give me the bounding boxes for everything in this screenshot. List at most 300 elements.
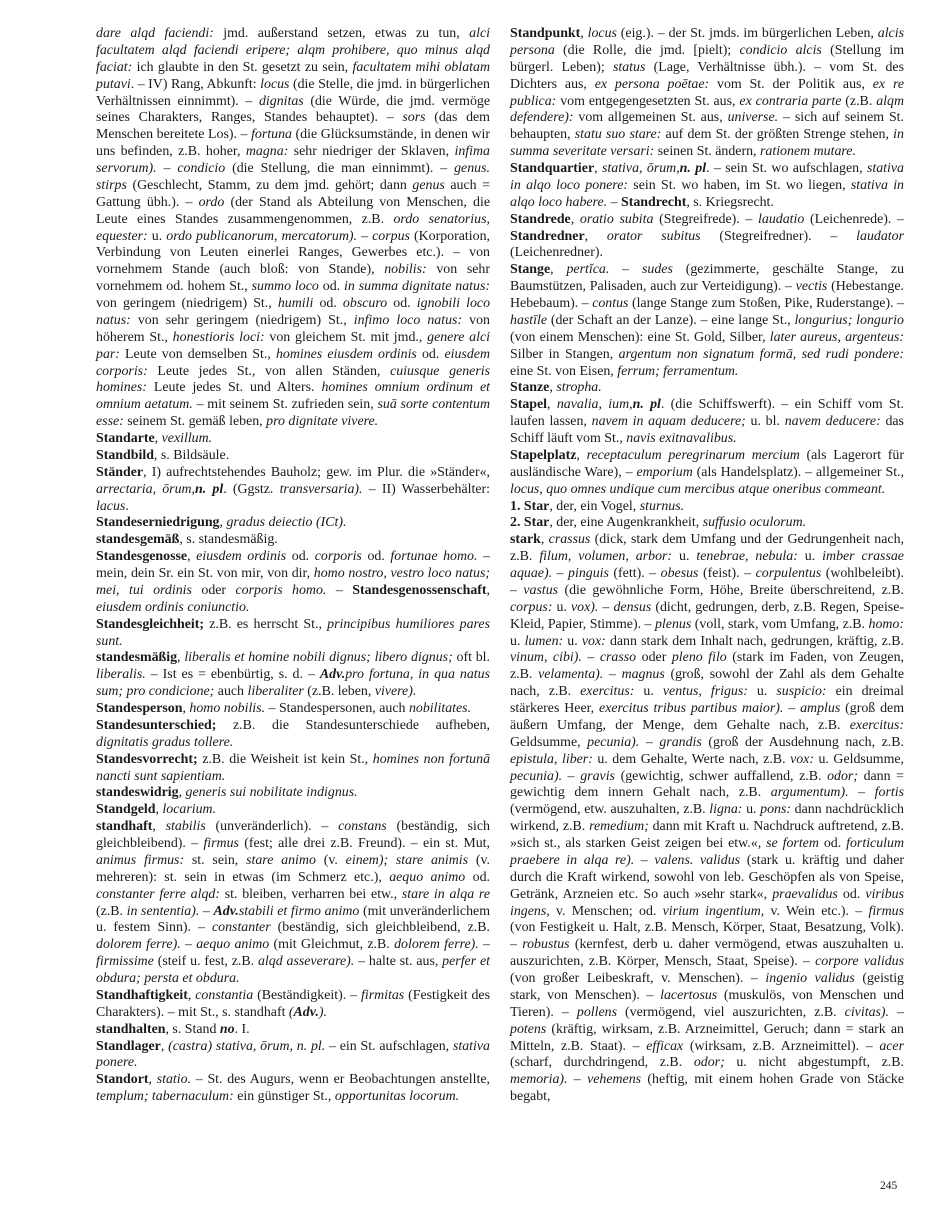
latin-equivalent: dignitas bbox=[258, 93, 304, 109]
definition-text: dann stark dem Inhalt nach, gedrungen, kräftig, z.B. bbox=[605, 633, 904, 649]
latin-equivalent: dare alqd faciendi: bbox=[96, 26, 214, 41]
definition-text: (gezimmerte, geschälte Stange, zu Baumstützen, Palisaden, auch zur Verteidigung). – bbox=[510, 262, 905, 295]
latin-equivalent: valens. validus bbox=[654, 852, 741, 868]
latin-equivalent: efficax bbox=[646, 1038, 684, 1054]
definition-text: (z.B. bbox=[96, 903, 127, 919]
latin-equivalent: argentum non signatum formā, sed rudi pondere: bbox=[618, 346, 904, 362]
grammar-label: Adv. bbox=[213, 903, 239, 919]
definition-text: , bbox=[576, 447, 587, 463]
latin-equivalent: humili bbox=[277, 296, 314, 311]
definition-text: (z.B. leben, bbox=[303, 684, 375, 700]
latin-equivalent: suspicio: bbox=[776, 684, 827, 700]
definition-text: , bbox=[549, 380, 557, 396]
definition-text: das Schiff läuft vom St., bbox=[510, 414, 904, 446]
definition-text: jmd. außerstand setzen, etwas zu tun, bbox=[213, 26, 470, 41]
latin-equivalent: crasso bbox=[599, 650, 637, 666]
latin-equivalent: stativa ponere. bbox=[96, 1038, 490, 1071]
dictionary-entry bbox=[96, 532, 490, 549]
definition-text: , bbox=[160, 1038, 169, 1054]
latin-equivalent: genus. stirps bbox=[96, 161, 490, 193]
definition-text: (mit unveränderlichem u. festem Sinn). – bbox=[96, 903, 490, 936]
latin-equivalent: praevalidus bbox=[772, 886, 838, 902]
latin-equivalent: corporis homo. bbox=[235, 582, 327, 598]
definition-text: (dick, stark dem Umfang und der Gedrungenheit nach, z.B. bbox=[510, 532, 904, 565]
definition-text: Geldsumme, bbox=[510, 734, 588, 750]
definition-text: , bbox=[152, 819, 166, 835]
latin-equivalent: navalia, ium, bbox=[556, 397, 633, 413]
definition-text: – bbox=[607, 194, 621, 210]
latin-equivalent: civitas). bbox=[844, 1004, 890, 1020]
latin-equivalent: pleno filo bbox=[671, 650, 727, 666]
definition-text: , bbox=[187, 987, 196, 1003]
definition-text: (als Handelsplatz). – allgemeiner St., bbox=[692, 464, 904, 480]
latin-equivalent: viribus ingens, bbox=[510, 886, 904, 919]
definition-text: (steif u. fest, z.B. bbox=[153, 954, 258, 970]
definition-text: , bbox=[486, 582, 491, 598]
latin-equivalent: vehemens bbox=[587, 1072, 642, 1088]
definition-text: oder bbox=[636, 650, 672, 666]
headword: standhalten bbox=[96, 1021, 166, 1037]
definition-text: (wohlbeleibt). – bbox=[510, 566, 905, 598]
latin-equivalent: suā sorte contentum esse: bbox=[96, 397, 490, 430]
latin-equivalent: ferrum; ferramentum. bbox=[617, 363, 739, 379]
definition-text: oft bl. bbox=[452, 650, 490, 666]
definition-text: , s. standesmäßig. bbox=[179, 532, 278, 548]
latin-equivalent: fortuna bbox=[251, 127, 292, 143]
latin-equivalent: locus bbox=[260, 76, 290, 92]
dictionary-entry bbox=[96, 448, 490, 465]
latin-equivalent: ventus, frigus: bbox=[662, 684, 748, 700]
latin-equivalent: status bbox=[612, 59, 646, 75]
latin-equivalent: vox: bbox=[581, 633, 606, 649]
dictionary-entry bbox=[510, 499, 904, 516]
definition-text: (beständig, sich gleichbleibend, z.B. bbox=[270, 920, 490, 936]
definition-text: , bbox=[580, 26, 588, 41]
definition-text: sehr niedriger der Sklaven, bbox=[288, 144, 455, 160]
definition-text: (Stegreifredner). – bbox=[700, 228, 857, 244]
definition-text: (mit Gleichmut, z.B. bbox=[269, 937, 395, 953]
definition-text: auf dem St. der größten Strenge stehen, bbox=[661, 127, 894, 143]
latin-equivalent: eiusdem ordinis coniunctio. bbox=[96, 599, 250, 615]
latin-equivalent: sors bbox=[402, 110, 426, 126]
latin-equivalent: stabilis bbox=[165, 819, 206, 835]
dictionary-entry bbox=[510, 262, 904, 380]
latin-equivalent: epistula, liber: bbox=[510, 751, 593, 767]
latin-equivalent: remedium; bbox=[589, 819, 649, 835]
latin-equivalent: amplus bbox=[800, 701, 841, 716]
definition-text: (Stegreifrede). – bbox=[653, 211, 759, 227]
definition-text: , bbox=[187, 549, 197, 565]
latin-equivalent: navem deducere: bbox=[784, 414, 881, 430]
latin-equivalent: condicio alcis bbox=[739, 42, 822, 58]
definition-text: – bbox=[180, 937, 197, 953]
latin-equivalent: homo: bbox=[868, 616, 904, 632]
definition-text bbox=[388, 853, 396, 868]
definition-text: – bbox=[562, 768, 581, 784]
latin-equivalent: robustus bbox=[522, 937, 570, 953]
latin-equivalent: pecunia). bbox=[587, 734, 640, 750]
latin-equivalent: lacertosus bbox=[660, 987, 718, 1003]
definition-text: , I) aufrechtstehendes Bauholz; gew. im Plur. die »Ständer«, bbox=[143, 464, 490, 480]
definition-text: , s. Kriegsrecht. bbox=[686, 194, 774, 210]
definition-text: (Leichenrede). – bbox=[804, 211, 904, 227]
definition-text: . bbox=[125, 498, 129, 514]
latin-equivalent: fortis bbox=[874, 785, 905, 801]
latin-equivalent: constanter ferre alqd: bbox=[96, 886, 220, 902]
latin-equivalent: exercitus tribus partibus maior). bbox=[599, 701, 784, 716]
headword: Ständer bbox=[96, 464, 144, 480]
latin-equivalent: templum; tabernaculum: bbox=[96, 1089, 234, 1105]
latin-equivalent: aequo animo bbox=[389, 869, 466, 885]
latin-equivalent: stativa, ōrum, bbox=[601, 161, 680, 176]
dictionary-entry bbox=[96, 819, 490, 988]
definition-text: (wirksam, z.B. Arzneimittel). – bbox=[683, 1038, 880, 1054]
definition-text: (muskulös, von Menschen und Tieren). – bbox=[510, 987, 904, 1020]
definition-text: vom entgegengesetzten St. aus, bbox=[556, 93, 740, 109]
dictionary-entry bbox=[510, 515, 904, 532]
latin-equivalent: honestioris loci: bbox=[172, 329, 265, 345]
definition-text: . – sein St. wo aufschlagen, bbox=[706, 161, 867, 176]
latin-equivalent: constantia bbox=[195, 987, 254, 1003]
definition-text: – bbox=[634, 852, 655, 868]
latin-equivalent: constans bbox=[338, 819, 387, 835]
definition-text: ein dreimal stärkeres Heer, bbox=[510, 684, 905, 716]
definition-text: (heftig, mit einem hohen Grade von Stäcke begabt, bbox=[510, 1072, 905, 1105]
right-column bbox=[510, 26, 904, 1106]
headword: Standesunterschied; bbox=[96, 717, 217, 733]
definition-text: vom allgemeinen St. aus, bbox=[573, 110, 728, 126]
definition-text: st. sein, bbox=[184, 852, 247, 868]
latin-equivalent: exercitus: bbox=[580, 684, 635, 700]
definition-text: u. Geldsumme, bbox=[813, 751, 905, 767]
latin-equivalent: argumentum). bbox=[770, 785, 849, 801]
dictionary-entry bbox=[96, 785, 490, 802]
definition-text: dann nachdrücklich wirkend, z.B. bbox=[510, 802, 904, 835]
latin-equivalent: laudator bbox=[856, 228, 904, 244]
latin-equivalent: pons: bbox=[760, 802, 792, 818]
definition-text: , bbox=[178, 785, 186, 801]
latin-equivalent: principibus humiliores pares sunt. bbox=[96, 616, 491, 649]
latin-equivalent: ordo bbox=[198, 194, 225, 210]
headword: Stapelplatz bbox=[510, 447, 577, 463]
definition-text: u. nicht abgestumpft, z.B. bbox=[724, 1055, 904, 1071]
latin-equivalent: corpulentus bbox=[755, 566, 822, 581]
dictionary-entry bbox=[510, 448, 904, 499]
definition-text: (fest; alle drei z.B. Freund). – ein st. Mut, bbox=[238, 836, 491, 851]
latin-equivalent: ). bbox=[318, 1004, 327, 1020]
latin-equivalent: forticulum praebere in alqa re). bbox=[510, 836, 905, 868]
definition-text: – Ist es = ebenbürtig, s. d. – bbox=[145, 667, 320, 683]
definition-text: seinem St. gemäß leben, bbox=[123, 414, 267, 430]
definition-text: u. bbox=[742, 802, 761, 818]
definition-text: von sehr geringem (niedrigem) St., bbox=[130, 312, 354, 328]
definition-text: (Hebestange. Hebebaum). – bbox=[510, 279, 904, 311]
latin-equivalent: navis exitnavalibus. bbox=[626, 431, 737, 446]
latin-equivalent: pinguis bbox=[568, 566, 609, 581]
definition-text: , bbox=[547, 397, 557, 413]
latin-equivalent: cuiusque generis homines: bbox=[96, 363, 490, 396]
latin-equivalent: genere alci par: bbox=[96, 329, 490, 362]
latin-equivalent: exercitus: bbox=[849, 717, 904, 733]
latin-equivalent: plenus bbox=[654, 616, 692, 632]
definition-text: von höherem St., bbox=[96, 312, 490, 345]
definition-text: (Geschlecht, Stamm, zu dem jmd. gehört; dann bbox=[126, 177, 413, 193]
latin-equivalent: in summa severitate versari: bbox=[510, 127, 904, 160]
headword: Standesgleichheit; bbox=[96, 616, 205, 632]
definition-text: u. bbox=[147, 228, 167, 244]
headword: Standesvorrecht; bbox=[96, 751, 198, 767]
latin-equivalent: odor; bbox=[693, 1055, 725, 1071]
headword: Standesgenosse bbox=[96, 549, 188, 565]
definition-text: – bbox=[609, 262, 642, 278]
definition-text: – bbox=[581, 650, 600, 666]
latin-equivalent: vectis bbox=[795, 279, 828, 295]
latin-equivalent: statio. bbox=[156, 1072, 192, 1088]
latin-equivalent: crassus bbox=[548, 532, 591, 548]
definition-text: – bbox=[156, 161, 178, 176]
definition-text: (als Lagerort für ausländische Ware), – bbox=[510, 447, 904, 480]
headword: stark bbox=[510, 532, 541, 548]
definition-text: (vermögend, etw. auszuhalten, z.B. bbox=[510, 802, 710, 818]
definition-text: eine St. von Eisen, bbox=[510, 363, 618, 379]
latin-equivalent: stabili et firmo animo bbox=[238, 903, 360, 919]
latin-equivalent: odor; bbox=[827, 768, 858, 784]
latin-equivalent: homines non fortunā nancti sunt sapientiam. bbox=[96, 751, 491, 784]
latin-equivalent: infima servorum). bbox=[96, 144, 490, 176]
definition-text: (der Stand als Abteilung von Menschen, die Leute eines Standes zusammengenommen, z.B. bbox=[96, 194, 490, 227]
latin-equivalent: vox). bbox=[571, 599, 599, 615]
latin-equivalent: einem); bbox=[345, 852, 389, 868]
definition-text: (kräftig, wirksam, z.B. Arzneimittel, Geruch; dann = stark an Mitteln, z.B. Staat). – bbox=[510, 1021, 904, 1054]
definition-text: – mit seinem St. zufrieden sein, bbox=[192, 397, 378, 413]
latin-equivalent: homines omnium ordinum et omnium aetatum. bbox=[96, 380, 490, 413]
definition-text: , bbox=[219, 515, 227, 531]
grammar-label: no bbox=[219, 1021, 235, 1037]
latin-equivalent: dolorem ferre). bbox=[96, 937, 181, 953]
latin-equivalent: firmitas bbox=[360, 987, 405, 1003]
latin-equivalent: alqd asseverare). bbox=[257, 954, 355, 970]
definition-text: z.B. die Standesunterschiede aufheben, bbox=[216, 717, 490, 733]
dictionary-entry bbox=[96, 802, 490, 819]
latin-equivalent: vinum, cibi). bbox=[510, 650, 582, 666]
latin-equivalent: hastīle bbox=[510, 312, 548, 328]
latin-equivalent: sudes bbox=[641, 262, 673, 278]
definition-text: ich glaubte in den St. gesetzt zu sein, bbox=[132, 59, 353, 75]
grammar-label: Adv. bbox=[319, 667, 346, 683]
dictionary-entry bbox=[96, 465, 490, 516]
definition-text: , bbox=[155, 802, 163, 818]
definition-text: sein St. wo haben, im St. wo liegen, bbox=[628, 177, 851, 193]
dictionary-entry bbox=[96, 1039, 490, 1073]
latin-equivalent: pro dignitate vivere. bbox=[266, 414, 379, 430]
latin-equivalent: ignobili loco natus: bbox=[96, 296, 491, 328]
latin-equivalent: ligna: bbox=[709, 802, 743, 818]
headword: standhaft bbox=[96, 819, 153, 835]
definition-text: u. bbox=[510, 633, 525, 649]
dictionary-entry bbox=[510, 212, 904, 263]
grammar-label: n. pl bbox=[195, 481, 224, 497]
latin-equivalent: alcis persona bbox=[510, 26, 904, 58]
latin-equivalent: universe. bbox=[727, 110, 779, 126]
latin-equivalent: fortunae homo. bbox=[390, 549, 478, 565]
latin-equivalent: magna: bbox=[245, 144, 289, 160]
latin-equivalent: corpore validus bbox=[815, 954, 904, 970]
headword: 2. Star bbox=[510, 515, 550, 531]
headword: 1. Star bbox=[510, 498, 550, 514]
latin-equivalent: later aureus, argenteus: bbox=[769, 329, 904, 345]
latin-equivalent: alqm defendere): bbox=[510, 93, 904, 126]
definition-text: (die gewöhnliche Form, Höhe, Breite überschreitend, z.B. bbox=[558, 582, 904, 598]
grammar-label: n. pl bbox=[632, 397, 661, 413]
definition-text: ein günstiger St., bbox=[233, 1089, 335, 1105]
definition-text: , bbox=[550, 262, 567, 278]
definition-text: v. Menschen; od. bbox=[549, 903, 663, 919]
dictionary-entry bbox=[510, 380, 904, 397]
latin-equivalent: corporis bbox=[314, 549, 362, 565]
definition-text: , bbox=[177, 650, 185, 666]
latin-equivalent: vivere). bbox=[374, 684, 417, 700]
definition-text: – bbox=[603, 667, 622, 683]
latin-equivalent: firmus bbox=[868, 903, 904, 919]
definition-text: – bbox=[357, 228, 373, 244]
definition-text: , s. Bildsäule. bbox=[153, 447, 230, 463]
definition-text: (kernfest, derb u. daher vermögend, etwas auszuhalten u. auszurichten, z.B. Körper, Mensch, Staat, Speise). – bbox=[510, 937, 905, 970]
dictionary-entry bbox=[96, 752, 490, 786]
definition-text: (gewichtig, schwer auffallend, z.B. bbox=[614, 768, 828, 784]
latin-equivalent: ex persona poētae: bbox=[594, 76, 710, 92]
definition-text: – bbox=[478, 937, 490, 953]
dictionary-entry bbox=[510, 26, 904, 161]
dictionary-entry bbox=[96, 26, 490, 431]
definition-text: Leute jedes St. und Alters. bbox=[146, 380, 322, 396]
definition-text: (das dem Menschen bereitete Los). – bbox=[96, 110, 490, 143]
dictionary-entry bbox=[96, 549, 490, 617]
definition-text: (groß, sowohl der Zahl als dem Gehalte nach, z.B. bbox=[510, 667, 904, 700]
latin-equivalent: vexillum. bbox=[161, 431, 213, 446]
headword: standeswidrig bbox=[96, 785, 179, 801]
latin-equivalent: oratio subita bbox=[579, 211, 654, 227]
definition-text: – bbox=[598, 599, 614, 615]
definition-text: auch = Gattung übh.). – bbox=[96, 177, 490, 210]
definition-text: oder bbox=[191, 582, 236, 598]
definition-text: Silber in Stangen, bbox=[510, 346, 619, 362]
latin-equivalent: lacus bbox=[96, 498, 126, 514]
dictionary-entry bbox=[96, 650, 490, 701]
latin-equivalent: dignitatis gradus tollere. bbox=[96, 734, 234, 750]
latin-equivalent: homines eiusdem ordinis bbox=[275, 346, 417, 362]
latin-equivalent: ordo publicanorum, mercatorum). bbox=[166, 228, 358, 244]
definition-text: u. bbox=[634, 684, 663, 700]
latin-equivalent: nobilis: bbox=[384, 262, 427, 278]
definition-text: , bbox=[148, 1072, 157, 1088]
definition-text: – bbox=[848, 785, 875, 801]
headword: standesgemäß bbox=[96, 532, 180, 548]
latin-equivalent: nobilitates. bbox=[408, 701, 472, 716]
definition-text: (unveränderlich). – bbox=[205, 819, 339, 835]
headword: Standbild bbox=[96, 447, 154, 463]
latin-equivalent: alci facultatem alqd faciendi eripere; alqm prohibere, quo minus alqd faciat: bbox=[96, 26, 490, 75]
headword: Standredner bbox=[510, 228, 585, 244]
latin-equivalent: in summa dignitate natus: bbox=[344, 279, 490, 295]
latin-equivalent: obesus bbox=[660, 566, 699, 581]
definition-text: u. dem Gehalte, Werte nach, z.B. bbox=[592, 751, 791, 767]
latin-equivalent: lumen: bbox=[524, 633, 564, 649]
definition-text: (von einem Menschen): eine St. Gold, Silber, bbox=[510, 329, 770, 345]
left-column bbox=[96, 26, 490, 1106]
definition-text: , s. Stand bbox=[165, 1021, 220, 1037]
headword: Standgeld bbox=[96, 802, 156, 818]
latin-equivalent: pro fortuna, in qua natus sum; pro condicione; bbox=[96, 667, 490, 700]
latin-equivalent: stativa in alqo loco habere. bbox=[510, 177, 905, 210]
latin-equivalent: velamenta). bbox=[538, 667, 604, 683]
latin-equivalent: suffusio oculorum. bbox=[702, 515, 807, 531]
definition-text: (groß dem äußern Umfang, der Menge, dem Gehalte nach, z.B. bbox=[510, 701, 905, 733]
headword: Standquartier bbox=[510, 161, 595, 176]
latin-equivalent: constanter bbox=[211, 920, 271, 936]
definition-text: – bbox=[567, 1072, 588, 1088]
latin-equivalent: locarium. bbox=[162, 802, 217, 818]
definition-text: z.B. es herrscht St., bbox=[204, 616, 328, 632]
latin-equivalent: transversaria). bbox=[279, 481, 363, 497]
definition-text: – mein, dein Sr. ein St. von mir, von dir, bbox=[96, 549, 491, 581]
latin-equivalent: locus, quo omnes undique cum mercibus atque oneribus commeant. bbox=[510, 481, 886, 497]
definition-text: (Leichenredner). bbox=[510, 245, 603, 261]
definition-text: u. bbox=[797, 549, 823, 565]
dictionary-entry bbox=[96, 515, 490, 532]
latin-equivalent: tenebrae, nebula: bbox=[696, 549, 798, 565]
definition-text: (vermögend, viel auszurichten, z.B. bbox=[617, 1004, 845, 1020]
definition-text: Leute von demselben St., bbox=[119, 346, 276, 362]
definition-text: (Korporation, Verbindung von Leuten einerlei Ranges, Gewerbes etc.). – von vornehmem Stande (auch bloß: von Stande), bbox=[96, 228, 490, 278]
definition-text: . – IV) Rang, Abkunft: bbox=[130, 76, 261, 92]
latin-equivalent: arrectaria, ōrum, bbox=[96, 481, 196, 497]
definition-text: – halte st. aus, bbox=[354, 954, 443, 970]
latin-equivalent: aequo animo bbox=[196, 937, 270, 953]
definition-text: (Beständigkeit). – bbox=[253, 987, 361, 1003]
definition-text: (von großer Leibeskraft, v. Menschen). – bbox=[510, 971, 766, 986]
latin-equivalent: emporium bbox=[636, 464, 693, 480]
latin-equivalent: animus firmus: bbox=[96, 852, 185, 868]
definition-text: von sehr vornehmem od. hohem St., bbox=[96, 262, 490, 295]
latin-equivalent: infimo loco natus: bbox=[353, 312, 463, 328]
latin-equivalent: liberalis. bbox=[96, 667, 146, 683]
definition-text: (feist). – bbox=[698, 566, 756, 581]
definition-text: (geistig stark, von Menschen). – bbox=[510, 971, 905, 1003]
definition-text: (groß der Ausdehnung nach, z.B. bbox=[701, 734, 904, 750]
definition-text: – sich auf seinem St. behaupten, bbox=[510, 110, 904, 143]
dictionary-entry bbox=[510, 532, 904, 1106]
latin-equivalent: rationem mutare. bbox=[759, 144, 856, 160]
definition-text: von gleichem St. mit jmd., bbox=[264, 329, 428, 345]
headword: Stange bbox=[510, 262, 551, 278]
latin-equivalent: se fortem bbox=[766, 836, 819, 851]
definition-text: (v. bbox=[315, 852, 346, 868]
latin-equivalent: firmissime bbox=[96, 954, 154, 970]
latin-equivalent: obscuro bbox=[342, 296, 388, 311]
definition-text: . (die Schiffswerft). – ein Schiff vom St. laufen lassen, bbox=[510, 397, 904, 430]
definition-text: od. bbox=[416, 346, 445, 362]
definition-text: u. bbox=[747, 684, 777, 700]
latin-equivalent: condicio bbox=[177, 161, 226, 176]
latin-equivalent: contus bbox=[592, 296, 629, 311]
headword: Standarte bbox=[96, 431, 155, 446]
definition-text: – ein St. aufschlagen, bbox=[325, 1038, 453, 1054]
latin-equivalent: virium ingentium, bbox=[662, 903, 765, 919]
definition-text: (der Schaft an der Lanze). – eine lange St., bbox=[547, 312, 795, 328]
definition-text: (z.B. bbox=[841, 93, 877, 109]
definition-text: , bbox=[182, 701, 190, 716]
headword: Standeserniedrigung bbox=[96, 515, 220, 531]
